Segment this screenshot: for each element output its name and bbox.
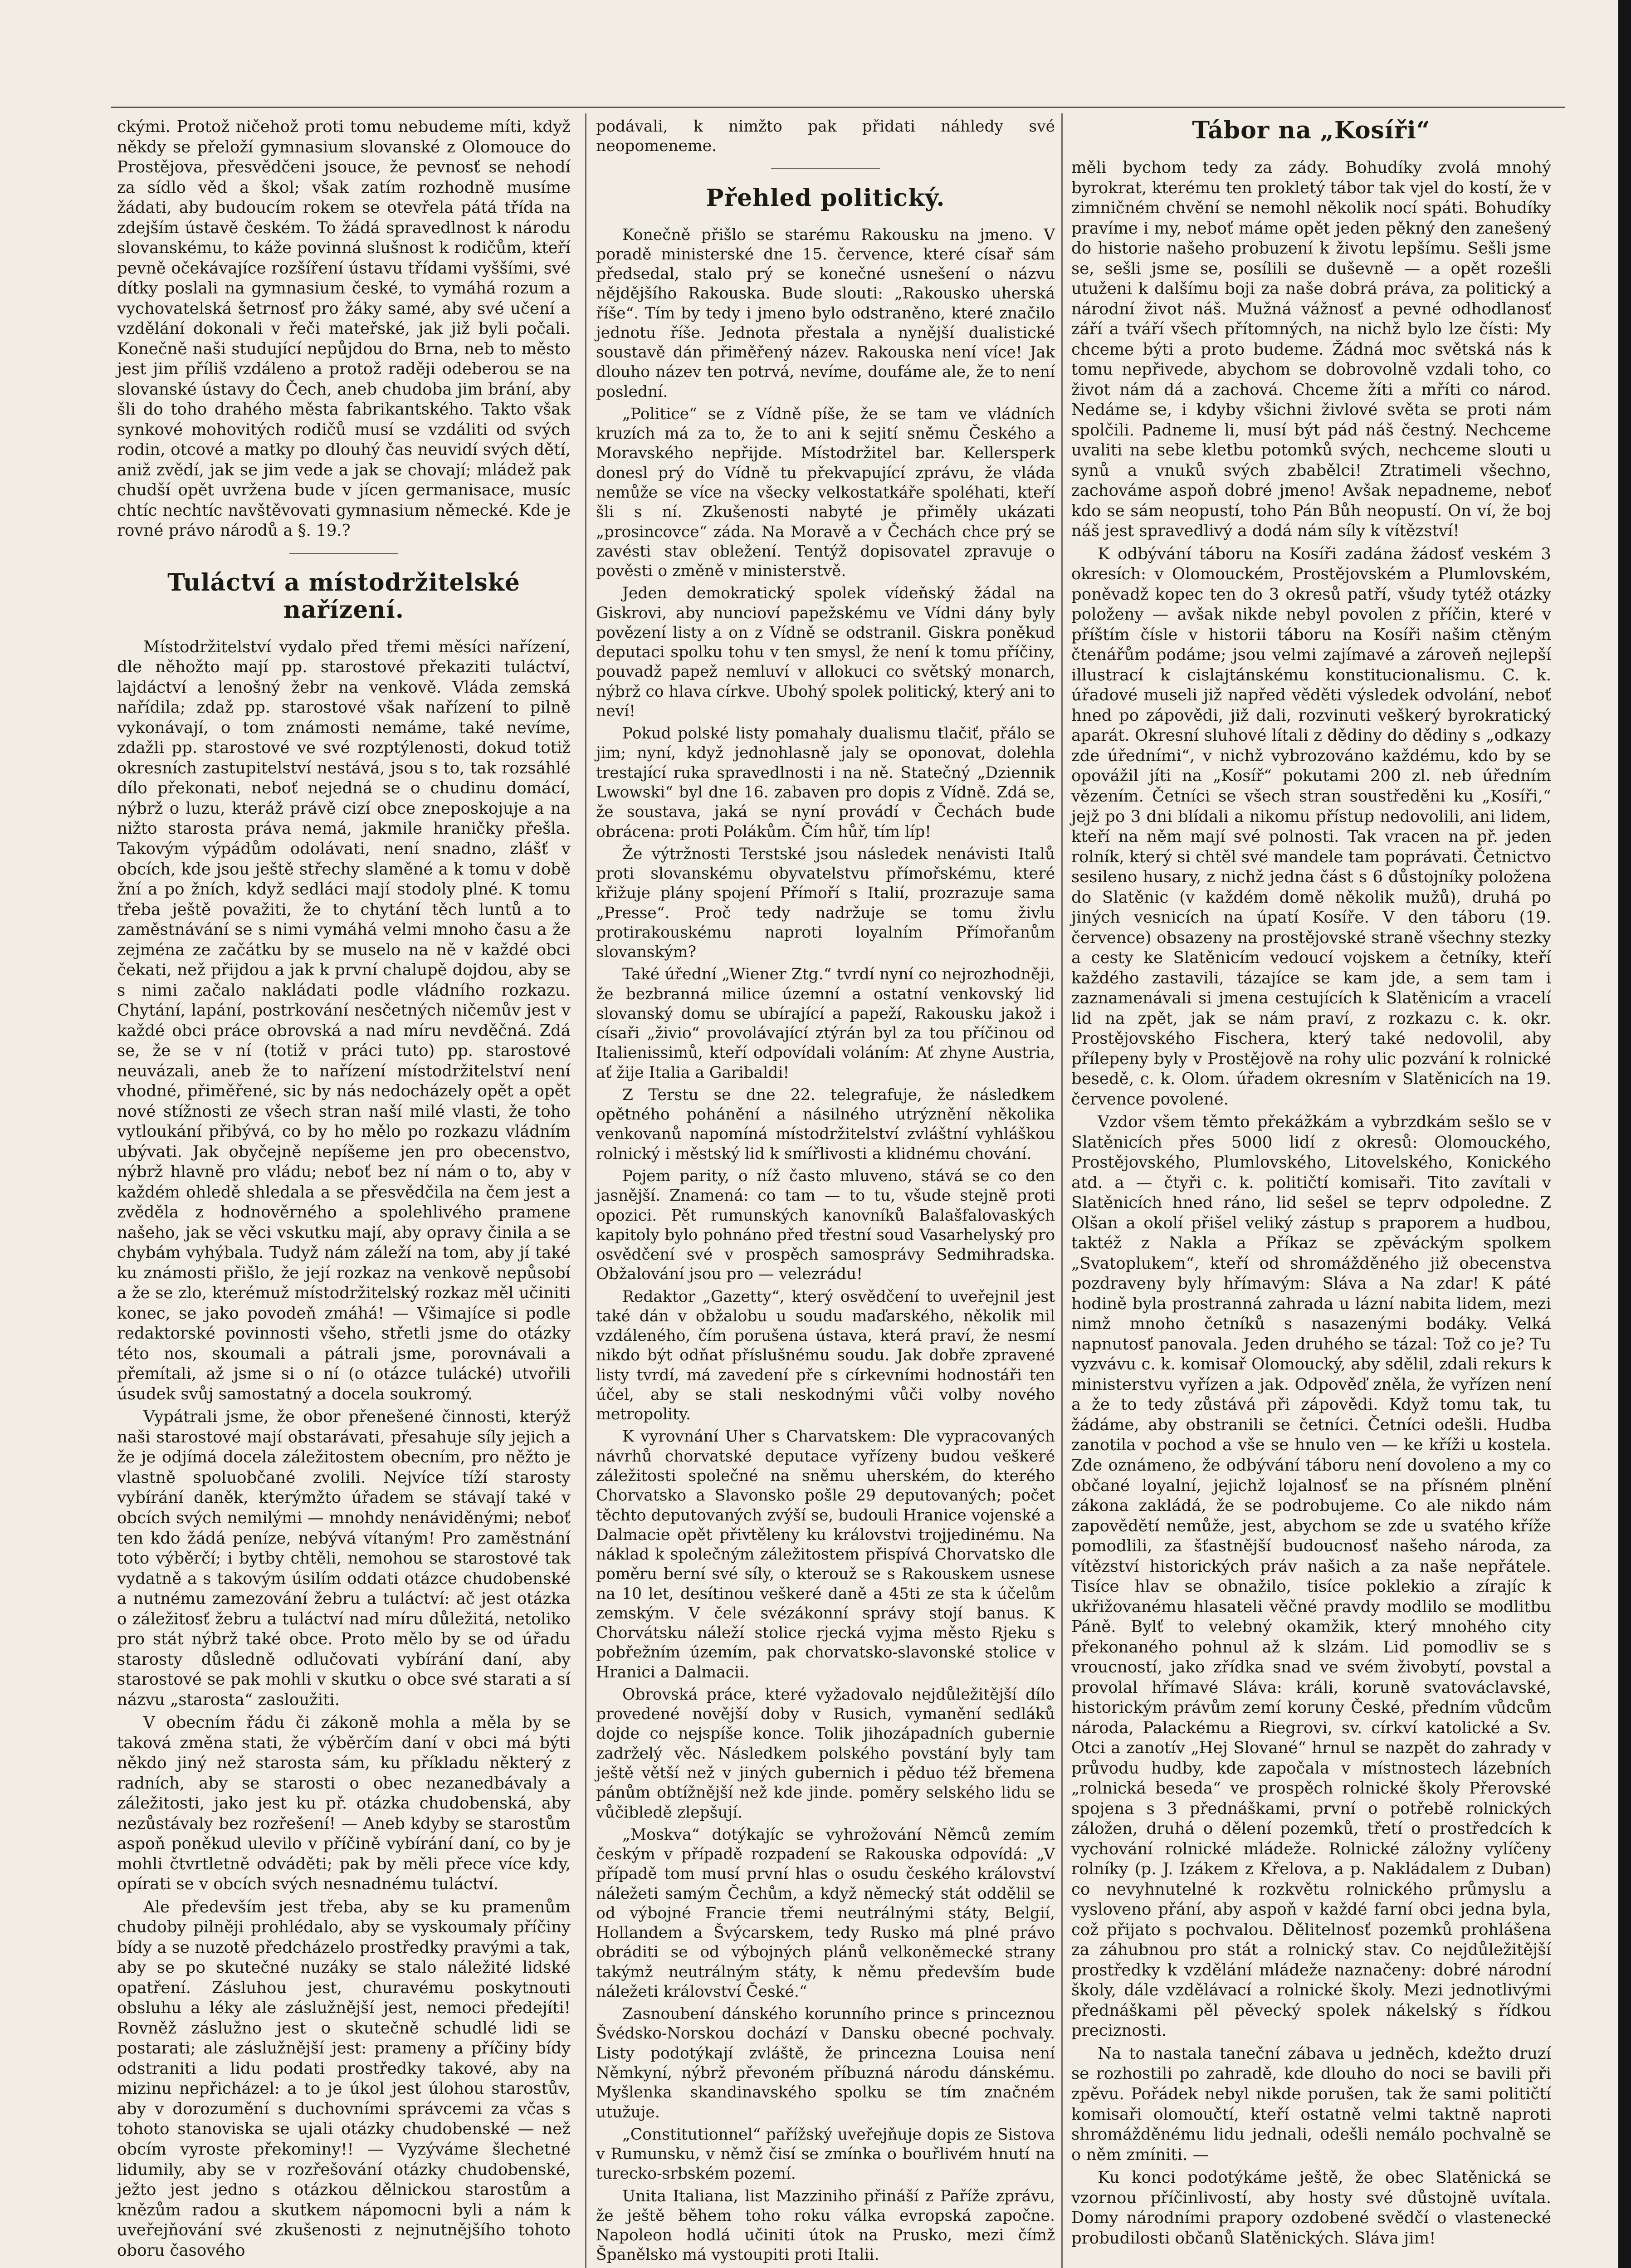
section-divider <box>289 553 398 554</box>
paragraph: Také úřední „Wiener Ztg.“ tvrdí nyní co nejrozhodněji, že bezbranná milice územní a ostatní venkovský lid slovanský domu se ubírající a papeží, Rakousku jakož i císaři „živio“ provolávající ztýrán byl za tou příčinou od Italienissimů, kteří odpovídali voláním: Ať zhyne Austria, ať žije Italia a Garibaldi! <box>596 965 1055 1082</box>
paragraph: Zasnoubení dánského korunního prince s princeznou Švédsko-Norskou dochází v Dansku obecné pochvaly. Listy podotýkají zvláště, že princezna Louisa není Němkyní, nýbrž převoném příbuzná národu dánskému. Myšlenka skandinavského spolku se tím značném utužuje. <box>596 2005 1055 2121</box>
paragraph: „Constitutionnel“ pařížský uveřejňuje dopis ze Sistova v Rumunsku, v němž čisí se zmínka o bouřlivém hnutí na turecko-srbském pozemí. <box>596 2125 1055 2183</box>
paragraph: Že výtržnosti Terstské jsou následek nenávisti Italů proti slovanskému obyvatelstvu přímořskému, které křižuje plány spojení Přímoří s Italií, prozrazuje sama „Presse“. Proč tedy nadržuje se tomu živlu protirakouskému naproti loyalním Přímořanům slovanským? <box>596 845 1055 962</box>
paragraph: Pokud polské listy pomahaly dualismu tlačiť, přálo se jim; nyní, když jednohlasně jaly se oponovat, dolehla trestající ruka spravedlnosti i na ně. Statečný „Dziennik Lwowski“ byl dne 16. zabaven pro dopis z Vídně. Zdá se, že soustava, jaká se nyní provádí v Čechách bude obrácena: proti Polákům. Čím hůř, tím líp! <box>596 724 1055 841</box>
scan-edge <box>1618 0 1631 2268</box>
paragraph: Ale především jest třeba, aby se ku pramenům chudoby pilněji prohlédalo, aby se vyskoumaly příčiny bídy a se nuzotě předcházelo prostředky pravými a tak, aby se po skutečné nuzáky se stalo náležité lidské opatření. Zásluhou jest, churavému poskytnouti obsluhu a léky ale záslužnější jest, nemoci předejíti! Rovněž záslužno jest o skutečně schudlé lidi se postarati; ale záslužnější jest: prameny a příčiny bídy odstraniti a lidu podati prostředky takové, aby na mizinu nepřicházel: a to je úkol jest úlohou starostův, aby v dorozumění s duchovními správcemi za včas s tohoto stanoviska se ujali otázky chudobenské — než obcím vyroste překominy!! — Vyzýváme šlechetné lidumily, aby se v rozřešování otázky chudobenské, ježto jest jedno s otázkou dělnickou starostům a knězům radou a skutkem nápomocni byli a nám k uveřejňování své zkušenosti z nejnutnějšího tohoto oboru časového <box>117 1897 571 2260</box>
article-heading: Tábor na „Kosíři“ <box>1192 117 1431 144</box>
paragraph: Unita Italiana, list Mazziniho přináší z Paříže zprávu, že ještě během toho roku válka evropská započne. Napoleon hodlá učiniti útok na Prusko, mezi čímž Španělsko má vystoupiti proti Italii. <box>596 2187 1055 2264</box>
paragraph: Místodržitelství vydalo před třemi měsíci nařízení, dle něhožto mají pp. starostové překaziti tuláctví, lajdáctví a lenošný žebr na venkově. Vláda zemská nařídila; zdaž pp. starostové však nařízení to pilně vykonávají, o tom známosti nemáme, také nevíme, zdažli pp. starostové ve své rozptýlenosti, dokud totiž okresních zastupitelství nestává, jsou s to, tak rozsáhlé dílo překonati, neboť nejedná se o chudinu domácí, nýbrž o luzu, kteráž právě cizí obce zneposkojuje a na nižto starosta práva nemá, jakmile hraničky přešla. Takovým výpádům odolávati, není snadno, zlášť v obcích, kde jsou ještě střechy slaměné a k tomu v době žní a po žních, když sedláci mají stodoly plné. K tomu třeba ještě považiti, že to chytání těch luntů a to zaměstnávání se s nimi vymáhá velmi mnoho času a že zejména ze začátku by se muselo na ně v každé obci čekati, než přijdou a jak k první chalupě dojdou, aby se s nimi začalo nakládati podle vládního rozkazu. Chytání, lapání, postrkování nesčetných ničemův jest v každé obci práce obrovská a nad míru nevděčná. Zdá se, že se v ní (totiž v práci tuto) pp. starostové neuvázali, aneb že to nařízení místodržitelství není vhodné, přiměřené, sic by nás nedocházely opět a opět nové stížnosti ze všech stran naší milé vlasti, že toho vytloukání přibývá, co by ho mělo po rozkazu vládním ubývati. Jak obyčejně nepíšeme jen pro obecenstvo, nýbrž hlavně pro vládu; neboť bez ní nám o to, aby v každém ohledě shledala a se přesvědčila na čem jest a zvěděla z hodnověrného a spolehlivého pramene našeho, jak se věci vskutku mají, aby opravy činila a se chybám vyhýbala. Tudyž nám záleží na tom, aby jí také ku známosti přišlo, že její rozkaz na venkově nepůsobí a že se zlo, kterémuž místodržitelský rozkaz měl učiniti konec, se jako povodeň zmáhá! — Všimajíce si podle redaktorské povinnosti všeho, střetli jsme do otázky této nos, skoumali a pátrali jsme, porovnávali a přemítali, až jsme si o ní (o otázce tulácké) utvořili úsudek svůj samostatný a docela soukromý. <box>117 637 571 1403</box>
paragraph: Vypátrali jsme, že obor přenešené činnosti, kterýž naši starostové mají obstarávati, přesahuje síly jejich a že je odjímá docela záležitostem obecním, pro něžto je vlastně spoluobčané zvolili. Nejvíce tíží starosty vybírání daněk, kterýmžto úřadem se stávají také v obcích svých nemilými — mnohdy nenáviděnými; neboť ten kdo žádá peníze, nebývá vítaným! Pro zaměstnání toto výběrčí; i bytby chtěli, nemohou se starostové tak vydatně a s takovým úsilím oddati otázce chudobenské a nutnému zamezování žebru a tuláctví: ač jest otázka o záležitosť žebru a tuláctví nad míru důležitá, netoliko pro stát nýbrž také obce. Proto mělo by se od úřadu starosty důsledně odlučovati vybírání daní, aby starostové se pak mohli v skutku o obce své starati a sí názvu „starosta“ zasloužiti. <box>117 1408 571 1709</box>
paragraph: Vzdor všem těmto překážkám a vybrzdkám sešlo se v Slatěnicích přes 5000 lidí z okresů: Olomouckého, Prostějovského, Plumlovského, Litovelského, Konického atd. a — čtyři c. k. političtí komisaři. Tito zavítali v Slatěnicích hned ráno, lid sešel se teprv odpoledne. Z Olšan a okolí přišel veliký zástup s praporem a hudbou, taktéž z Nakla a Příkaz se zpěváckým spolkem „Svatoplukem“, kteří od shromážděného již obecenstva pozdraveny byly hřímavým: Sláva a Na zdar! K páté hodině byla prostranná zahrada u lázní nabita lidem, mezi nimž mnoho četníků s nasazenými bodáky. Velká napnutosť panovala. Jeden druhého se tázal: Tož co je? Tu vyzvávu c. k. komisař Olomoucký, aby sdělil, zdali rekurs k ministerstvu vyřízen a jak. Odpověď zněla, že vyřízen není a že to tedy zůstává při zápovědi. Když tomu tak, tu žádáme, aby obstranili se četníci. Četníci odešli. Hudba zanotila v pochod a vše se hnulo ven — ke kříži u kostela. Zde oznámeno, že odbývání táboru není dovoleno a my co občané loyalní, jejichž lojalnosť se na přísném plnění zákona zakládá, že se podrobujeme. Co ale nikdo nám zapovědětí nemůže, jest, abychom se zde u svatého kříže pomodlili, za šťastnější budoucnosť našeho národa, za vítězství historických práv našich a za naše nepřátele. Tisíce hlav se obnažilo, tisíce poklekio a zírajíc k ukřižovanému hlasateli věčné pravdy modlilo se modlitbu Páně. Bylť to velebný okamžik, který mnohého city překonaného pohnul až k slzám. Lid pomodliv se s vroucností, jako zřídka snad ve svém živobytí, povstal a provolal hřímavé Sláva: králi, koruně svatováclavské, historickým právům zemí koruny České, předním vůdcům národa, Palackému a Riegrovi, sv. církví katolické a Sv. Otci a zanotív „Hej Slované“ hrnul se nazpět do zahrady v průvodu hudby, kde započala v místnostech lázebních „rolnická beseda“ ve prospěch rolnické školy Přerovské spojena s 3 přednáškami, první o potřebě rolnických záložen, druhá o dělení pozemků, třetí o prostředcích k vychování rolnické mládeže. Rolnické záložny vylíčeny rolníky (p. J. Izákem z Křelova, a p. Nakládalem z Duban) co nevyhnutelné k rozkvětu rolnického průmyslu a vysloveno přání, aby aspoň v každé farní obci jedna byla, což přijato s pochvalou. Dělitelnosť pozemků prohlášena za záhubnou pro stát a rolnický stav. Co nejdůležitější prostředky k vzdělání mládeže naznačeny: dobré národní školy, dále vzdělávací a rolnické školy. Mezi jednotlivými přednáškami pěl pěvecký spolek nákelský s řídkou preciznosti. <box>1071 1113 1551 2040</box>
header-rule <box>111 107 1565 108</box>
paragraph: K vyrovnání Uher s Charvatskem: Dle vypracovaných návrhů chorvatské deputace vyřízeny budou veškeré záležitosti společné na sněmu uherském, do kterého Chorvatsko a Slavonsko pošle 29 deputovaných; počet těchto deputovaných zvýší se, budouli Hranice vojenské a Dalmacie opět přivtěleny ku královstvi trojjedinému. Na náklad k společným záležitostem přispívá Chorvatsko dle poměru berní své síly, o kterouž se s Rakouskem usnese na 10 let, desítinou veškeré daně a 45ti ze sta k účelům zemským. V čele svézákonní správy stojí banus. K Chorvátsku náleží stolice rjecká vyjma město Rjeku s pobřežním územím, pak chorvatsko-slavonské stolice v Hranici a Dalmacii. <box>596 1427 1055 1681</box>
paragraph: K odbývání táboru na Kosíři zadána žádosť veském 3 okresích: v Olomouckém, Prostějovském a Plumlovském, poněvadž kopec ten do 3 okresů patří, všudy tytéž otázky položeny — avšak nikde nebyl povolen z příčin, které v příštím čísle v historii táboru na Kosíři našim ctěným čtenářům podáme; jsou velmi zajímavé a zároveň nejlepší illustrací k cislajtánskému konstitucionalismu. C. k. úřadové museli již napřed věděti výsledek odvolání, neboť hned po zápovědi, již dali, rozvinuti veškerý byrokratický aparát. Okresní sluhové lítali z dědiny do dědiny s „odkazy zde úředními“, v nichž vybrozováno každému, kdo by se opovážil jíti na „Kosíř“ pokutami 200 zl. neb úředním vězením. Četníci se všech stran soustředěni ku „Kosíři,“ jejž po 3 dni blídali a nikomu přístup nedovolili, ani lidem, kteří na něm mají své polnosti. Tak vracen na př. jeden rolník, který si chtěl své mandele tam poprávati. Četnictvo sesileno husary, z nichž jedna část s 6 důstojníky položena do Slatěnic (v každém domě několik mužů), druhá po jiných vesnicích na úpatí Kosíře. V den táboru (19. července) obsazeny na prostějovské straně všechny stezky a cesty ke Slatěnicím vedoucí vojskem a četníky, kteří každého zastavili, tázajíce se kam jde, a sem tam i zaznamenávali si jmena cestujících k Slatěnicím a vracelí lid na zpět, jak se nám praví, z rozkazu c. k. okr. Prostějovského Fischera, který také nedovolil, aby přílepeny byly v Prostějově na rohy ulic pozvání k rolnické besedě, c. k. Olom. úřadem okresním v Slatěnicích na 19. července povolené. <box>1071 544 1551 1109</box>
paragraph: Ku konci podotýkáme ještě, že obec Slatěnická se vzornou příčinlivostí, aby hosty své důstojně uvítala. Domy národními prapory ozdobené svědčí o vlastenecké probudilosti občanů Slatěnických. Sláva jim! <box>1071 2168 1551 2248</box>
paragraph: Pojem parity, o níž často mluveno, stává se co den jasnější. Znamená: co tam — to tu, všude stejně proti opozici. Pět rumunských kanovníků Balašfalovaských kapitoly bylo pohnáno před třestní soud Vasarhelyský pro osvědčení své v prospěch samosprávy Sedmihradska. Obžalování jsou pro — velezrádu! <box>596 1167 1055 1284</box>
column-left <box>117 117 571 2263</box>
paragraph: Na to nastala taneční zábava u jedněch, kdežto druzí se rozhostili po zahradě, kde dlouho do noci se bavili při zpěvu. Pořádek nebyl nikde porušen, tak že sami političtí komisaři olomoučtí, kteří ostatně velmi taktně naproti shromážděnému lidu jednali, odešli nemálo pochvalně se o něm zmíniti. — <box>1071 2044 1551 2164</box>
article-heading: Tuláctví a místodržitelské nařízení. <box>167 568 520 624</box>
column-right <box>1071 117 1551 2251</box>
article-heading: Přehled politický. <box>706 184 945 212</box>
paragraph: Redaktor „Gazetty“, který osvědčení to uveřejnil jest také dán v obžalobu u soudu maďarského, několik mil vzdáleného, čím porušena ústava, která praví, že nesmí nikdo být odňat příslušnému soudu. Jak dobře zpravené listy tvrdí, má zavedení pře s církevními hodnostáři ten účel, aby se stali neskodnými vůči volby nového metropolity. <box>596 1287 1055 1424</box>
paragraph: „Moskva“ dotýkajíc se vyhrožování Němců zemím českým v případě rozpadení se Rakouska odpovídá: „V případě tom musí první hlas o osudu českého království náležeti samým Čechům, a když německý stát oddělil se od výbojné Francie třemi neutrálnými státy, Belgií, Hollandem a Švýcarskem, tedy Rusko má plné právo obráditi se od výbojných plánů velkoněmecké strany takýmž neutrálným státy, k němu především bude náležeti království České.“ <box>596 1825 1055 2001</box>
column-divider-2 <box>1061 113 1063 2268</box>
paragraph: podávali, k nimžto pak přidati náhledy své neopomeneme. <box>596 117 1055 156</box>
paragraph: Z Terstu se dne 22. telegrafuje, že následkem opětného pohánění a násilného utrýznění několika venkovanů napomíná místodržitelství zvláštní vyhláškou rolnický i městský lid k smířlivosti a klidnému chování. <box>596 1085 1055 1163</box>
paragraph: Obrovská práce, které vyžadovalo nejdůležitější dílo provedené novější doby v Rusich, vymanění sedláků dojde co nejspíše konce. Tolik jihozápadních gubernie zadrželý věc. Následkem polského povstání byly tam ještě větší než v jiných gubernich i pěduo též břemena pánům obtížnější než kde jinde. poměry selského lidu se vůčibledě zlepšují. <box>596 1685 1055 1822</box>
paragraph: Konečně přišlo se starému Rakousku na jmeno. V poradě ministerské dne 15. července, které císař sám předsedal, stalo prý se konečné usnešení o názvu nějdějšího Rakouska. Bude slouti: „Rakousko uherská říše“. Tím by tedy i jmeno bylo odstraněno, které značilo jednotu říše. Jednota přestala a nynější dualistické soustavě dán přiměřený název. Rakouska není více! Jak dlouho název ten potrvá, nevíme, doufáme ale, že to není poslední. <box>596 225 1055 401</box>
paragraph: měli bychom tedy za zády. Bohudíky zvolá mnohý byrokrat, kterému ten prokletý tábor tak vjel do kostí, že v zimničném chvění se nemohl několik nocí spáti. Bohudíky pravíme i my, neboť máme opět jeden pěkný den zanešený do historie našeho probuzení k životu lepšímu. Sešli jsme se, sešli jsme se, posílili se duševně — a opět rozešli utuženi k dalšímu boji za naše dobrá práva, za politický a národní život náš. Mužná vážnosť a pevné odhodlanosť září a tváří všech přítomných, na nichž bylo lze čísti: My chceme býti a proto budeme. Žádná moc světská nás k tomu nepřivede, abychom se dobrovolně vzdali toho, co život nám dá a zachová. Chceme žíti a mříti co národ. Nedáme se, i kdyby všichni živlové světa se proti nám spolčili. Padneme li, musí být pád náš čestný. Nechceme uvaliti na sebe kletbu potomků svých, nechceme slouti u synů a vnuků svých zbabělci! Ztratimeli všechno, zachováme aspoň dobré jmeno! Avšak nepadneme, neboť kdo se sám neopustí, toho Pán Bůh neopustí. On ví, že boj náš jest spravedlivý a dodá nám síly k vítězství! <box>1071 158 1551 541</box>
column-divider-1 <box>585 113 586 2268</box>
paragraph: ckými. Protož ničehož proti tomu nebudeme míti, když někdy se přeloží gymnasium slovanské z Olomouce do Prostějova, přesvědčeni jsouce, že pevnosť se nehodí za sídlo věd a škol; však zatím rozhodně musíme žádati, aby budoucím rokem se otevřela pátá třída na zdejším ústavě českém. To žádá spravedlnost k národu slovanskému, to káže povinná slušnost k rodičům, kteří pevně očekávajíce rozšíření ústavu třídami vyššími, své dítky poslali na gymnasium české, to vymáhá rozum a vychovatelská šetrnosť pro žáky samé, aby své učení a vzdělání dokonali v řeči mateřské, jak již byli počali. Konečně naši studující nepůjdou do Brna, neb to město jest jim příliš vzdáleno a protož raději odeberou se na slovanské ústavy do Čech, aneb chudoba jim brání, aby šli do toho drahého města fabrikantského. Takto však synkové mohovitých rodičů musí se vzdáliti od svých rodin, otcové a matky po dlouhý čas neuvidí svých dětí, aniž zvědí, jak se jim vede a jak se chovají; mládež pak chudší opět uvržena bude v jícen germanisace, musíc chtíc nechtíc navštěvovati gymnasium německé. Kde je rovné právo národů a §. 19.? <box>117 117 571 540</box>
section-divider <box>771 168 880 169</box>
column-middle <box>596 117 1055 2268</box>
paragraph: „Politice“ se z Vídně píše, že se tam ve vládních kruzích má za to, že to ani k sejití sněmu Českého a Moravského nepřijde. Místodržitel bar. Kellersperk donesl prý do Vídně tu překvapující zprávu, že vláda nemůže se více na všecky velkostatkáře spoléhati, kteří šli s ní. Zkušenosti nabyté je přiměly ukázati „prosincovce“ záda. Na Moravě a v Čechách chce prý se zavésti stav obležení. Tentýž dopisovatel zpravuje o pověsti o změně v ministerstvě. <box>596 405 1055 581</box>
paragraph: V obecním řádu či zákoně mohla a měla by se taková změna stati, že výběrčím daní v obci má býti někdo jiný než starosta sám, ku příkladu některý z radních, aby se starosti o obec nezanedbávaly a záležitosti, jako jest ku př. otázka chudobenská, aby nezůstávaly bez rozřešení! — Aneb kdyby se starostům aspoň poněkud ulevilo v příčině vybírání daní, co by je mohli čtvrtletně odváděti; pak by měli přece více kdy, opírati se v obcích svých nesnadnému tuláctví. <box>117 1713 571 1894</box>
paragraph: Jeden demokratický spolek vídeňský žádal na Giskrovi, aby nuncioví papežskému ve Vídni dány byly povězení listy a on z Vídně se odstranil. Giskra poněkud deputaci spolku tohu v ten smysl, že není k tomu příčiny, pouvadž papež nemluví v allokuci co světský monarch, nýbrž co hlava církve. Ubohý spolek politický, který ani to neví! <box>596 584 1055 720</box>
